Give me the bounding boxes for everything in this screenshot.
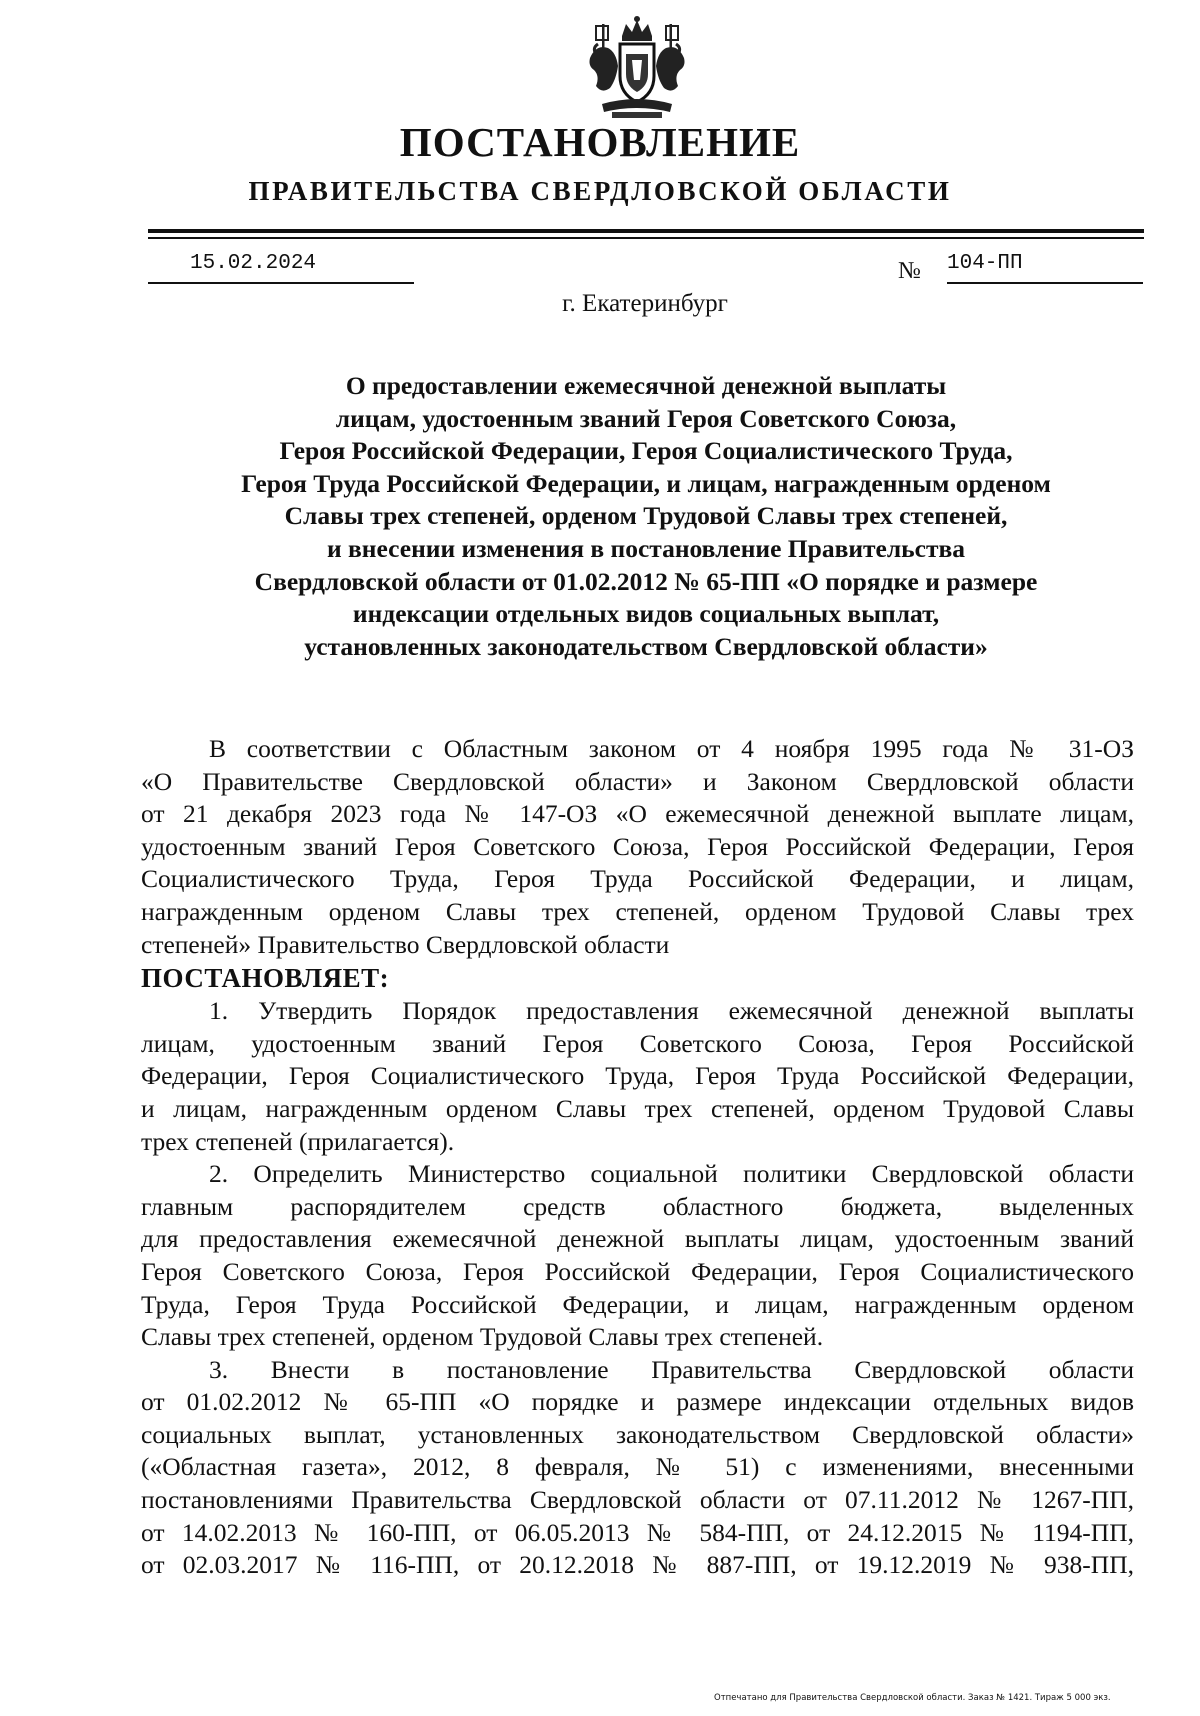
- document-city: г. Екатеринбург: [562, 290, 728, 317]
- item-1-paragraph: [141, 995, 1134, 1158]
- decree-word: ПОСТАНОВЛЯЕТ:: [141, 963, 390, 994]
- issuing-authority: ПРАВИТЕЛЬСТВА СВЕРДЛОВСКОЙ ОБЛАСТИ: [248, 176, 952, 206]
- text-line: В соответствии с Областным законом от 4 ноября 1995 года № 31-ОЗ: [209, 734, 1134, 763]
- text-line: Социалистического Труда, Героя Труда Российской Федерации, и лицам,: [141, 864, 1134, 894]
- heading-line: Славы трех степеней, орденом Трудовой Славы трех степеней,: [284, 501, 1008, 531]
- document-date: 15.02.2024: [190, 252, 317, 275]
- text-line: лицам, удостоенным званий Героя Советского Союза, Героя Российской: [141, 1028, 1134, 1058]
- text-line: постановлениями Правительства Свердловской области от 07.11.2012 № 1267-ПП,: [141, 1485, 1134, 1515]
- document-number: 104-ПП: [947, 252, 1023, 275]
- header-rule-thick: [148, 229, 1144, 233]
- document-body: [141, 733, 1134, 1582]
- text-line: социальных выплат, установленных законодательством Свердловской области»: [141, 1419, 1134, 1449]
- coat-of-arms-icon: [582, 14, 692, 122]
- text-line: Славы трех степеней, орденом Трудовой Славы трех степеней.: [141, 1322, 824, 1352]
- date-underline: [148, 282, 414, 284]
- heading-line: Свердловской области от 01.02.2012 № 65-ПП «О порядке и размере: [254, 566, 1038, 596]
- print-imprint: Отпечатано для Правительства Свердловской области. Заказ № 1421. Тираж 5 000 экз.: [714, 1693, 1111, 1703]
- text-line: Героя Советского Союза, Героя Российской Федерации, Героя Социалистического: [141, 1256, 1134, 1286]
- text-line: от 01.02.2012 № 65-ПП «О порядке и размере индексации отдельных видов: [141, 1387, 1134, 1417]
- heading-line: Героя Российской Федерации, Героя Социалистического Труда,: [279, 436, 1013, 466]
- text-line: степеней» Правительство Свердловской области: [141, 929, 670, 959]
- text-line: от 02.03.2017 № 116-ПП, от 20.12.2018 № 887-ПП, от 19.12.2019 № 938-ПП,: [141, 1550, 1134, 1580]
- document-type-title: ПОСТАНОВЛЕНИЕ: [399, 119, 801, 165]
- heading-line: О предоставлении ежемесячной денежной выплаты: [345, 371, 947, 400]
- text-line: 1. Утвердить Порядок предоставления ежемесячной денежной выплаты: [209, 996, 1134, 1026]
- text-line: от 14.02.2013 № 160-ПП, от 06.05.2013 № 584-ПП, от 24.12.2015 № 1194-ПП,: [141, 1517, 1134, 1547]
- text-line: «О Правительстве Свердловской области» и Законом Свердловской области: [141, 766, 1134, 796]
- text-line: 3. Внести в постановление Правительства Свердловской области: [209, 1354, 1134, 1384]
- text-line: трех степеней (прилагается).: [141, 1126, 455, 1156]
- text-line: Федерации, Героя Социалистического Труда, Героя Труда Российской Федерации,: [141, 1061, 1134, 1091]
- item-3-paragraph: [141, 1354, 1134, 1582]
- heading-line: Героя Труда Российской Федерации, и лицам, награжденным орденом: [241, 468, 1051, 498]
- heading-line: установленных законодательством Свердловской области»: [304, 631, 988, 661]
- text-line: («Областная газета», 2012, 8 февраля, № 51) с изменениями, внесенными: [141, 1452, 1134, 1482]
- preamble-paragraph: [141, 733, 1134, 961]
- heading-line: индексации отдельных видов социальных выплат,: [352, 599, 940, 629]
- heading-line: лицам, удостоенным званий Героя Советского Союза,: [335, 403, 957, 433]
- document-heading: [148, 370, 1144, 663]
- text-line: Труда, Героя Труда Российской Федерации, и лицам, награжденным орденом: [141, 1289, 1134, 1319]
- number-sign: №: [898, 258, 921, 284]
- number-underline: [947, 282, 1143, 284]
- text-line: удостоенным званий Героя Советского Союза, Героя Российской Федерации, Героя: [141, 831, 1134, 861]
- item-2-paragraph: [141, 1158, 1134, 1354]
- text-line: 2. Определить Министерство социальной политики Свердловской области: [209, 1159, 1134, 1189]
- text-line: главным распорядителем средств областного бюджета, выделенных: [141, 1191, 1134, 1221]
- text-line: награжденным орденом Славы трех степеней, орденом Трудовой Славы трех: [141, 896, 1134, 926]
- text-line: и лицам, награжденным орденом Славы трех степеней, орденом Трудовой Славы: [141, 1093, 1134, 1123]
- header-rule-thin: [148, 237, 1144, 239]
- heading-line: и внесении изменения в постановление Правительства: [326, 533, 966, 563]
- text-line: для предоставления ежемесячной денежной выплаты лицам, удостоенным званий: [141, 1224, 1134, 1254]
- text-line: от 21 декабря 2023 года № 147-ОЗ «О ежемесячной денежной выплате лицам,: [141, 799, 1134, 829]
